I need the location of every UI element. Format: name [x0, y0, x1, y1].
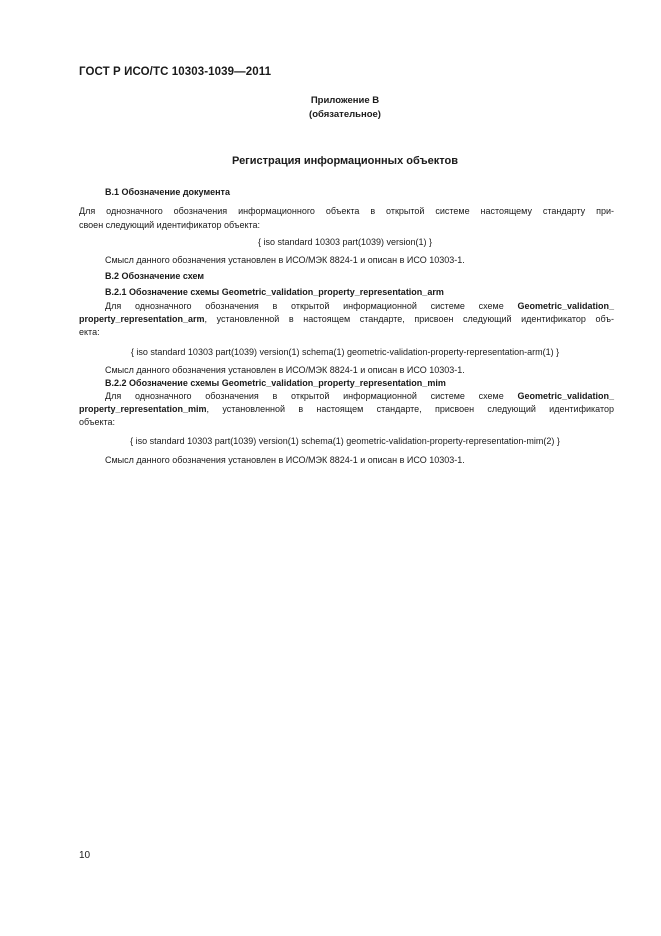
b1-heading: В.1 Обозначение документа: [105, 187, 230, 197]
b21-paragraph-line1: [105, 301, 614, 311]
page-number: 10: [79, 850, 91, 861]
b1-paragraph-line2: своен следующий идентификатор объекта:: [79, 220, 261, 230]
b22-paragraph-line2: [79, 404, 614, 414]
annex-title: Приложение В: [310, 95, 380, 106]
b22-line1-text: Для однозначного обозначения в открытой информационной системе схеме: [105, 391, 518, 401]
b22-paragraph-line1: [105, 391, 614, 401]
b21-schema-name-part1: Geometric_validation_: [517, 301, 614, 311]
b22-meaning: Смысл данного обозначения установлен в ИСО/МЭК 8824-1 и описан в ИСО 10303-1.: [105, 455, 465, 465]
b22-heading: В.2.2 Обозначение схемы Geometric_validation_property_representation_mim: [105, 378, 446, 388]
b2-heading: В.2 Обозначение схем: [105, 271, 205, 281]
b21-heading: В.2.1 Обозначение схемы Geometric_validation_property_representation_arm: [105, 287, 444, 297]
document-header: ГОСТ Р ИСО/ТС 10303-1039—2011: [79, 66, 272, 78]
annex-status: (обязательное): [309, 109, 381, 120]
b21-paragraph-line2: [79, 314, 614, 324]
b21-paragraph-line3: екта:: [79, 327, 100, 337]
b21-line2-text: , установленной в настоящем стандарте, присвоен следующий идентификатор объ-: [204, 314, 614, 324]
b21-line1-text: Для однозначного обозначения в открытой информационной системе схеме: [105, 301, 518, 311]
b1-identifier: { iso standard 10303 part(1039) version(1) }: [257, 237, 433, 247]
b22-identifier: { iso standard 10303 part(1039) version(1) schema(1) geometric-validation-property-representation-mim(2) }: [130, 436, 560, 446]
b22-line2-text: , установленной в настоящем стандарте, присвоен следующий идентификатор: [206, 404, 614, 414]
b21-schema-name-part2: property_representation_arm: [79, 314, 205, 324]
section-title: Регистрация информационных объектов: [232, 155, 458, 167]
b22-schema-name-part2: property_representation_mim: [79, 404, 207, 414]
b21-meaning: Смысл данного обозначения установлен в ИСО/МЭК 8824-1 и описан в ИСО 10303-1.: [105, 365, 465, 375]
b21-identifier: { iso standard 10303 part(1039) version(1) schema(1) geometric-validation-property-representation-arm(1) }: [130, 347, 560, 357]
b1-paragraph-line1: Для однозначного обозначения информационного объекта в открытой системе настоящему стандарту при-: [79, 206, 614, 216]
b22-schema-name-part1: Geometric_validation_: [517, 391, 614, 401]
b22-paragraph-line3: объекта:: [79, 417, 116, 427]
b1-meaning: Смысл данного обозначения установлен в ИСО/МЭК 8824-1 и описан в ИСО 10303-1.: [105, 255, 465, 265]
